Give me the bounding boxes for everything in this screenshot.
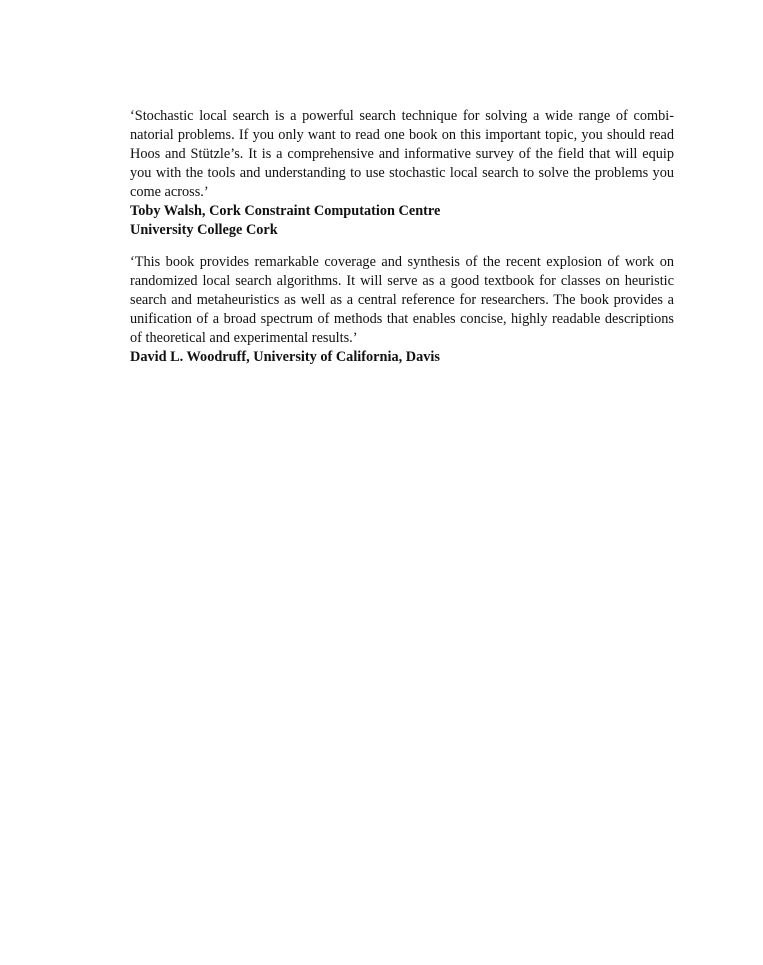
endorsement-quote: ‘Stochastic local search is a powerful search technique for solving a wide range of combinatorial problems. If you only want to read one book on this important topic, you should read Hoos and Stützle’s. It is a comprehensive and informative survey of the field that will equip you with the tools and understanding to use stochastic local search to solve the problems you come across.’ (130, 108, 674, 200)
endorsement-woodruff (130, 253, 674, 367)
endorsement-author: Toby Walsh, Cork Constraint Computation Centre (130, 203, 441, 219)
endorsement-quote: ‘This book provides remarkable coverage and synthesis of the recent explosion of work on randomized local search algorithms. It will serve as a good textbook for classes on heuristic search and metaheuristics as well as a central reference for researchers. The book provides a unification of a broad spectrum of methods that enables concise, highly readable descriptions of theoretical and experimental results.’ (130, 254, 674, 346)
endorsement-author: David L. Woodruff, University of California, Davis (130, 349, 440, 365)
endorsements-page (130, 107, 674, 367)
endorsement-walsh (130, 107, 674, 240)
endorsement-affiliation: University College Cork (130, 222, 278, 238)
